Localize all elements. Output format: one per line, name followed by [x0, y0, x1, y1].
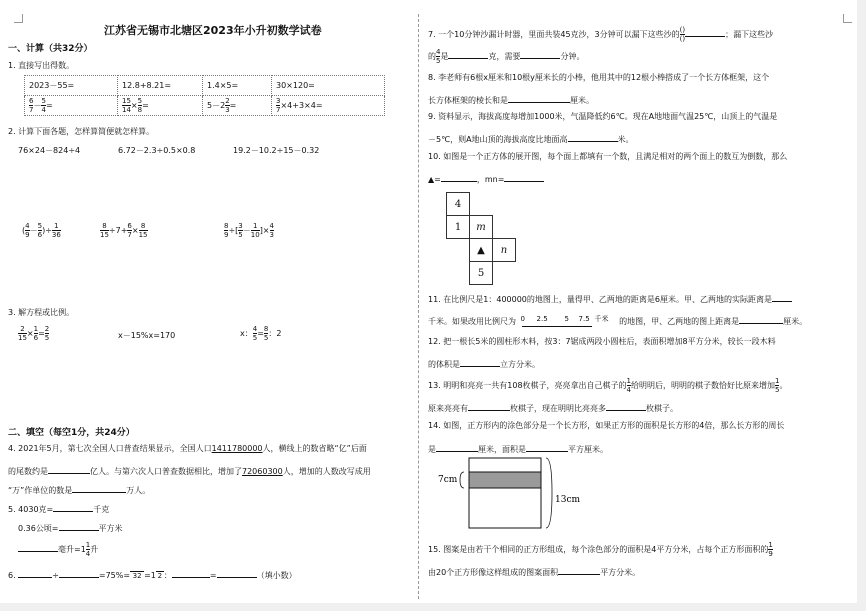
denominator: 7: [127, 231, 132, 239]
answer-blank[interactable]: [72, 483, 126, 493]
table-cell: 30×120=: [272, 76, 385, 96]
q-text: 6.: [8, 571, 16, 580]
question-1: 1. 直接写出得数。: [8, 61, 75, 70]
answer-blank[interactable]: [48, 464, 90, 474]
answer-blank[interactable]: [59, 521, 99, 531]
q-text: －5℃，则A地山顶的海拔高度比地面高: [428, 135, 568, 144]
expr-text: x：: [240, 329, 253, 338]
answer-blank[interactable]: [441, 172, 477, 182]
increase-number: 72060300: [242, 467, 283, 476]
question-10-line-1: 10. 如图是一个正方体的展开图，每个面上都填有一个数，且满足相对的两个面上的数互为倒数，那么: [428, 152, 788, 161]
question-2: 2. 计算下面各题，怎样算简便就怎样算。: [8, 127, 155, 136]
denominator: 10: [250, 231, 260, 239]
q-text: 。: [779, 381, 788, 390]
question-10-line-2: [428, 172, 544, 185]
table-cell: 2023－55=: [25, 76, 118, 96]
expr-text: 5－2: [207, 101, 226, 110]
question-7-line-1: [428, 26, 773, 43]
question-12-line-1: 12. 把一根长5米的圆柱形木料，按3：7锯成两段小圆柱后，表面积增加8平方分米，较长一段木料: [428, 337, 776, 346]
cube-face: n: [493, 239, 516, 262]
expr-text: ×4+3×4=: [280, 101, 323, 110]
answer-blank[interactable]: [217, 568, 257, 578]
question-7-line-2: [428, 48, 584, 65]
denominator: 6: [33, 334, 39, 342]
q-text: 分钟。: [560, 52, 585, 61]
answer-blank[interactable]: [460, 357, 500, 367]
denominator: 4: [41, 106, 46, 114]
q-text: ▲=: [428, 175, 441, 184]
q-text: 平方米: [98, 524, 123, 533]
q-text: =1: [144, 571, 156, 580]
numerator: 1: [52, 222, 61, 231]
cube-net-figure: [446, 192, 516, 285]
denominator: 5: [436, 57, 441, 65]
numerator: 3: [238, 222, 243, 230]
vertical-scrollbar[interactable]: [857, 0, 866, 611]
q-text: 15. 图案是由若干个相同的正方形组成，每个涂色部分的面积是4平方分米，占每个正方形面积的: [428, 545, 769, 554]
section-2-heading: 二、填空（每空1分，共24分）: [8, 428, 135, 438]
denominator: 3: [269, 231, 274, 239]
numerator: 4: [269, 222, 274, 230]
answer-blank[interactable]: [436, 442, 478, 452]
denominator: 32: [132, 572, 142, 580]
denominator: 9: [224, 231, 229, 239]
q-text: 克，需要: [488, 52, 521, 61]
operator: ]×: [259, 226, 270, 235]
numerator: 4: [25, 222, 30, 230]
numerator: 2: [44, 325, 50, 333]
q-text: 升: [90, 545, 99, 554]
question-13-line-2: [428, 401, 678, 414]
exam-title: 江苏省无锡市北塘区2023年小升初数学试卷: [104, 24, 322, 37]
numerator: 6: [29, 97, 34, 105]
shaded-rectangle: [469, 472, 541, 488]
answer-blank[interactable]: [468, 401, 510, 411]
scale-tick-label: 5: [564, 314, 570, 323]
q-text: （填小数）: [256, 571, 297, 580]
answer-blank[interactable]: [53, 502, 93, 512]
question-2-expr-6: [224, 222, 274, 239]
answer-blank[interactable]: [18, 568, 52, 578]
square-rectangle-figure: [436, 456, 586, 532]
operator: ÷: [45, 226, 52, 235]
question-9-line-2: [428, 132, 634, 145]
answer-blank[interactable]: [558, 565, 600, 575]
cube-face: 1: [447, 216, 470, 239]
q-text: 13. 明明和亮亮一共有108枚棋子，亮亮拿出自己棋子的: [428, 381, 627, 390]
numerator: 1: [768, 541, 773, 549]
table-cell: $\frac{6}{7}$ － $\frac{5}{4}$ =: [25, 96, 118, 116]
q-text: 原来亮亮有: [428, 404, 468, 413]
q-text: ；漏下这些沙: [725, 30, 774, 39]
answer-blank[interactable]: [520, 49, 560, 59]
operator: ÷: [52, 571, 59, 580]
denominator: 5: [238, 231, 243, 239]
q-text: 枚棋子。: [646, 404, 678, 413]
cube-face: 5: [470, 262, 493, 285]
denominator: 9: [25, 231, 30, 239]
square-outline: [469, 458, 541, 528]
question-3-eq-1: [18, 325, 49, 342]
cube-face: 4: [447, 193, 470, 216]
numerator: 8: [100, 222, 109, 231]
numerator: 1: [33, 325, 39, 333]
numerator: 2: [225, 97, 230, 105]
answer-blank[interactable]: [508, 93, 570, 103]
numerator: 1: [85, 541, 91, 549]
answer-blank[interactable]: [606, 401, 646, 411]
denominator: 5: [263, 334, 269, 342]
q-text: 的体积是: [428, 360, 460, 369]
numerator: 8: [139, 222, 148, 231]
operator: =: [209, 571, 217, 580]
operator: ×: [26, 329, 34, 338]
population-number: 1411780000: [211, 444, 263, 453]
scale-line: [522, 326, 592, 327]
answer-blank[interactable]: [772, 292, 792, 302]
cube-face: ▲: [470, 239, 493, 262]
table-cell: 1.4×5=: [203, 76, 272, 96]
question-2-expr-3: 19.2－10.2÷15－0.32: [233, 146, 320, 155]
q-text: 长方体框架的棱长和是: [428, 96, 508, 105]
q-text: 的地图，甲、乙两地的图上距离是: [619, 317, 740, 326]
q-text: “万”作单位的数是: [8, 486, 73, 495]
answer-blank[interactable]: [685, 27, 725, 37]
operator: －: [242, 226, 251, 235]
question-5-b: [18, 521, 123, 534]
scale-tick-label: 2.5: [536, 314, 548, 323]
question-2-expr-5: [100, 222, 148, 239]
question-11-line-2: [428, 314, 807, 329]
answer-blank[interactable]: [18, 542, 58, 552]
denominator: 5: [252, 334, 258, 342]
q-text: 平方分米。: [600, 568, 641, 577]
numerator: 4: [436, 48, 441, 56]
question-3-eq-2: x－15%x=170: [118, 331, 176, 340]
operator: ÷7+: [108, 226, 128, 235]
q-text: 厘米，面积是: [478, 445, 526, 454]
denominator: 15: [100, 231, 109, 239]
numerator: 6: [127, 222, 132, 230]
question-12-line-2: [428, 357, 540, 370]
brace-left: [460, 472, 464, 488]
question-5-a: [8, 502, 109, 515]
denominator: 15: [138, 231, 148, 239]
numerator: 1: [775, 377, 780, 385]
question-4-line-2: [8, 464, 371, 477]
table-cell: 12.8+8.21=: [118, 76, 203, 96]
label-13cm: 13cm: [555, 495, 581, 505]
q-text: 的尾数约是: [8, 467, 48, 476]
q-text: 米。: [617, 135, 634, 144]
operator: =: [257, 329, 264, 338]
answer-blank[interactable]: [59, 568, 99, 578]
q-text: 毫升=1: [58, 545, 86, 554]
numerator: 8: [263, 325, 269, 333]
numerator: 15: [122, 97, 131, 105]
answer-blank[interactable]: [568, 132, 618, 142]
page-corner-mark: [843, 14, 852, 23]
q-text: 4. 2021年5月，第七次全国人口普查结果显示，全国人口: [8, 444, 212, 453]
q-text: 人，增加的人数改写成用: [282, 467, 371, 476]
denominator: 2: [157, 572, 163, 580]
q-text: 7. 一个10分钟沙漏计时器，里面共装45克沙，3分钟可以漏下这些沙的: [428, 30, 680, 39]
answer-blank[interactable]: [448, 49, 488, 59]
table-cell: 5－2 $\frac{2}{3}$ =: [203, 96, 272, 116]
question-11-line-1: [428, 292, 792, 305]
scale-tick-label: 7.5: [578, 314, 590, 323]
q-text: 枚棋子，现在明明比亮亮多: [510, 404, 606, 413]
denominator: 15: [18, 334, 27, 342]
denominator: 8: [137, 106, 143, 114]
denominator: 7: [29, 106, 34, 114]
q-text: 是: [440, 52, 449, 61]
label-7cm: 7cm: [438, 475, 458, 485]
horizontal-scrollbar[interactable]: [0, 603, 866, 611]
q-text: 的: [428, 52, 436, 61]
question-2-expr-1: 76×24－824÷4: [18, 146, 81, 155]
table-row: [25, 96, 385, 116]
question-14-line-2: [428, 442, 608, 455]
q-text: 是: [428, 445, 436, 454]
answer-blank[interactable]: [526, 442, 568, 452]
operator: =: [38, 329, 45, 338]
q-text: 厘米。: [570, 96, 594, 105]
expr-text: ：2: [268, 329, 282, 338]
table-row: [25, 76, 385, 96]
question-15-line-1: [428, 541, 773, 558]
q-text: 万人。: [126, 486, 151, 495]
column-divider: [418, 14, 420, 599]
denominator: 9: [768, 550, 773, 558]
question-3: 3. 解方程或比例。: [8, 308, 75, 317]
q-text: ：: [163, 571, 172, 580]
question-14-line-1: 14. 如图，正方形内的涂色部分是一个长方形，如果正方形的面积是长方形的4倍，那么长方形的周长: [428, 421, 785, 430]
operator: ÷[: [228, 226, 239, 235]
table-cell: [272, 96, 385, 116]
q-text: 平方厘米。: [568, 445, 608, 454]
numerator: (): [679, 26, 686, 34]
q-text: 厘米。: [783, 317, 808, 326]
line-scale: [519, 315, 617, 329]
numerator: 5: [37, 222, 43, 230]
q-text: 立方分米。: [500, 360, 540, 369]
scale-tick-label: 0: [520, 314, 526, 323]
operator: ×: [131, 226, 139, 235]
table-cell: $\frac{15}{14}$ × $\frac{5}{8}$ =: [118, 96, 203, 116]
question-5-c: [18, 541, 98, 558]
question-15-line-2: [428, 565, 640, 578]
numerator: 5: [41, 97, 46, 105]
question-4-line-3: [8, 483, 150, 496]
denominator: 3: [225, 106, 230, 114]
q-text: =75%=: [98, 571, 131, 580]
brace-right: [546, 458, 552, 528]
question-8-line-2: [428, 93, 594, 106]
q-text: 5. 4030克=: [8, 505, 54, 514]
denominator: 14: [122, 106, 131, 114]
q-text: 千米。如果改用比例尺为: [428, 317, 516, 326]
question-4-line-1: [8, 444, 367, 454]
answer-blank[interactable]: [172, 568, 210, 578]
q-text: 千克: [93, 505, 110, 514]
answer-blank[interactable]: [504, 172, 544, 182]
denominator: 36: [51, 231, 61, 239]
question-13-line-1: [428, 377, 787, 394]
q-text: 给明明后，明明的棋子数恰好比原来增加: [631, 381, 776, 390]
numerator: 5: [137, 97, 143, 105]
question-3-eq-3: [240, 325, 281, 342]
denominator: 4: [85, 550, 91, 558]
section-1-heading: 一、计算（共32分）: [8, 44, 93, 54]
question-8-line-1: 8. 李老师有6根x厘米和10根y厘米长的小棒，他用其中的12根小棒搭成了一个长方体框架，这个: [428, 73, 770, 82]
denominator: 4: [626, 386, 632, 394]
denominator: 6: [37, 231, 43, 239]
denominator: 5: [44, 334, 50, 342]
q-text: 0.36公顷=: [18, 524, 59, 533]
question-2-expr-4: ( $\frac{4}{9}$ － $\frac{5}{6}$ )÷ $\frac{1}{36}$: [22, 222, 61, 239]
denominator: 5: [775, 386, 780, 394]
answer-blank[interactable]: [739, 314, 783, 324]
q-text: 由20个正方形像这样组成的图案面积: [428, 568, 559, 577]
numerator: 8: [224, 222, 229, 230]
scale-unit: 千米: [594, 314, 609, 323]
question-6: [8, 568, 297, 581]
q-text: 亿人。与第六次人口普查数据相比，增加了: [90, 467, 242, 476]
question-9-line-1: 9. 资料显示，海拔高度每增加1000米，气温降低约6℃。现在A地地面气温25℃，山顶上的气温是: [428, 112, 778, 121]
page-corner-mark: [14, 14, 23, 23]
q-text: 11. 在比例尺是1：400000的地图上，量得甲、乙两地的距离是6厘米。甲、乙两地的实际距离是: [428, 295, 772, 304]
q-text: 人，横线上的数省略“亿”后面: [262, 444, 367, 453]
question-2-expr-2: 6.72－2.3÷0.5×0.8: [118, 146, 196, 155]
denominator: 7: [276, 106, 281, 114]
q-text: ，mn=: [476, 175, 505, 184]
denominator: (): [679, 35, 686, 43]
numerator: 2: [18, 325, 27, 334]
numerator: 4: [252, 325, 258, 333]
cube-face: m: [470, 216, 493, 239]
calculation-table: [24, 75, 385, 116]
numerator: 1: [251, 222, 260, 231]
numerator: 1: [626, 377, 632, 385]
numerator: 3: [276, 97, 281, 105]
